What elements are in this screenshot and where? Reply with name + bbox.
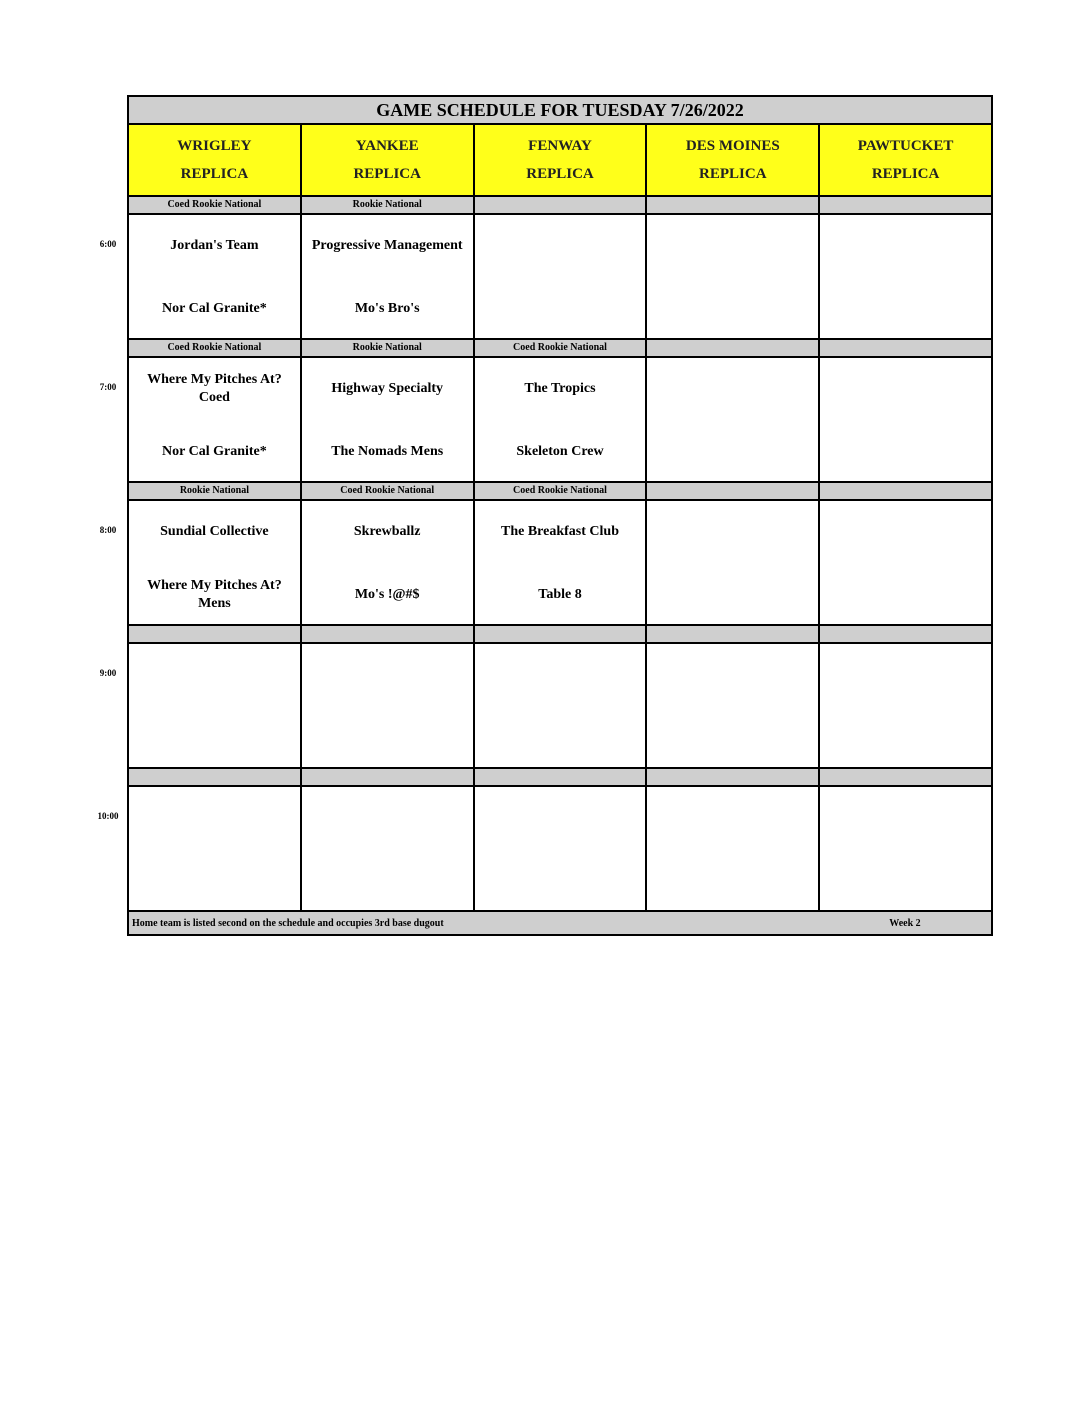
division-label (647, 483, 820, 499)
division-label: Rookie National (129, 483, 302, 499)
division-label (647, 340, 820, 356)
field-name: WRIGLEY (177, 138, 252, 154)
division-label: Coed Rookie National (129, 340, 302, 356)
game-cell (475, 215, 648, 338)
away-team: Sundial Collective (160, 524, 269, 539)
game-row (129, 358, 991, 483)
game-cell (302, 501, 475, 624)
away-team: The Tropics (524, 381, 596, 396)
week-label: Week 2 (889, 917, 921, 929)
away-team: Skrewballz (353, 524, 421, 539)
division-label: Coed Rookie National (475, 483, 648, 499)
field-name: DES MOINES (685, 138, 780, 154)
game-cell (129, 501, 302, 624)
field-type: REPLICA (353, 166, 421, 182)
field-header-wrigley (129, 125, 302, 195)
time-label: 10:00 (97, 811, 119, 821)
division-label (820, 340, 991, 356)
game-cell (302, 215, 475, 338)
time-label: 6:00 (99, 239, 117, 249)
footer-row (129, 912, 991, 934)
away-team: Where My Pitches At? Coed (147, 372, 282, 405)
game-cell (820, 358, 991, 481)
home-team: Nor Cal Granite* (162, 444, 267, 459)
division-row (129, 626, 991, 644)
division-row (129, 340, 991, 358)
home-team: Where My Pitches At? Mens (147, 578, 282, 611)
game-cell (647, 501, 820, 624)
division-label (302, 626, 475, 642)
division-label: Rookie National (302, 197, 475, 213)
home-team: The Nomads Mens (331, 444, 444, 459)
home-team: Nor Cal Granite* (162, 301, 267, 316)
field-type: REPLICA (180, 166, 249, 182)
game-cell (475, 358, 648, 481)
away-team: Highway Specialty (331, 381, 443, 396)
time-column (88, 0, 128, 1408)
field-name: FENWAY (528, 138, 592, 154)
division-label (129, 626, 302, 642)
field-type: REPLICA (871, 166, 940, 182)
division-label (475, 769, 648, 785)
field-header-fenway (475, 125, 648, 195)
away-team: Jordan's Team (170, 238, 259, 253)
division-label: Rookie National (302, 340, 475, 356)
game-cell (302, 787, 475, 910)
division-label: Coed Rookie National (302, 483, 475, 499)
division-row (129, 483, 991, 501)
game-cell (820, 501, 991, 624)
field-name: YANKEE (355, 138, 419, 154)
division-label (647, 769, 820, 785)
field-type: REPLICA (699, 166, 767, 182)
time-label: 8:00 (99, 525, 117, 535)
game-cell (647, 215, 820, 338)
division-label (820, 769, 991, 785)
page-title: GAME SCHEDULE FOR TUESDAY 7/26/2022 (129, 97, 991, 125)
game-cell (129, 358, 302, 481)
game-cell (129, 215, 302, 338)
division-label (302, 769, 475, 785)
game-cell (820, 215, 991, 338)
division-row (129, 769, 991, 787)
time-label: 9:00 (99, 668, 117, 678)
game-cell (302, 358, 475, 481)
field-header-pawtucket (820, 125, 991, 195)
home-team: Mo's !@#$ (354, 587, 420, 602)
away-team: Progressive Management (311, 238, 463, 253)
game-row (129, 644, 991, 769)
division-label (129, 769, 302, 785)
field-header-des-moines (647, 125, 820, 195)
division-label (647, 197, 820, 213)
division-label: Coed Rookie National (475, 340, 648, 356)
game-cell (647, 787, 820, 910)
field-type: REPLICA (526, 166, 594, 182)
home-team: Skeleton Crew (516, 444, 604, 459)
division-label (475, 197, 648, 213)
game-cell (647, 644, 820, 767)
game-row (129, 787, 991, 912)
game-cell (475, 644, 648, 767)
division-row (129, 197, 991, 215)
game-cell (647, 358, 820, 481)
field-name: PAWTUCKET (857, 138, 954, 154)
game-cell (820, 787, 991, 910)
division-label (647, 626, 820, 642)
division-label (475, 626, 648, 642)
field-header-yankee (302, 125, 475, 195)
time-label: 7:00 (99, 382, 117, 392)
division-label (820, 626, 991, 642)
game-cell (129, 787, 302, 910)
game-cell (475, 787, 648, 910)
field-header-row (129, 125, 991, 197)
division-label (820, 483, 991, 499)
footer-note: Home team is listed second on the schedule and occupies 3rd base dugout (132, 917, 444, 929)
home-team: Table 8 (538, 587, 582, 602)
schedule-table (127, 95, 993, 936)
game-row (129, 501, 991, 626)
division-label (820, 197, 991, 213)
game-cell (820, 644, 991, 767)
game-cell (475, 501, 648, 624)
game-row (129, 215, 991, 340)
away-team: The Breakfast Club (501, 524, 619, 539)
home-team: Mo's Bro's (354, 301, 420, 316)
game-cell (302, 644, 475, 767)
division-label: Coed Rookie National (129, 197, 302, 213)
game-cell (129, 644, 302, 767)
